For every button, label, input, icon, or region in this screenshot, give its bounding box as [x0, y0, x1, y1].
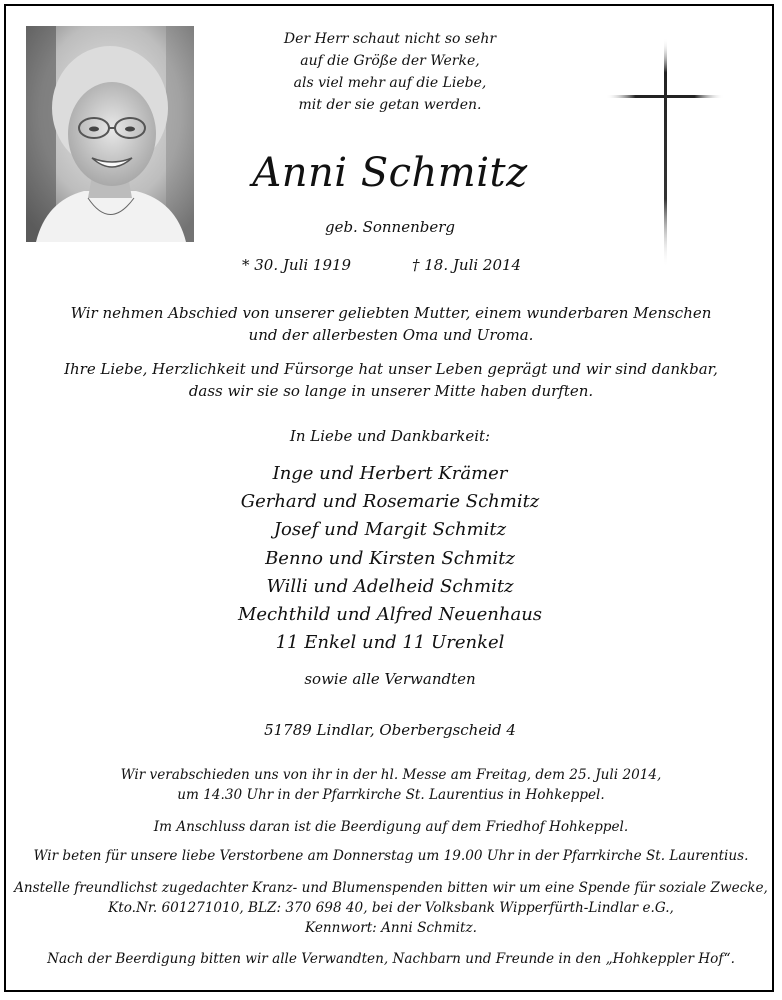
verse-line: mit der sie getan werden. [298, 97, 482, 113]
verse-line: auf die Größe der Werke, [300, 53, 480, 69]
text-line: dass wir sie so lange in unserer Mitte haben durften. [188, 382, 594, 400]
text-line: Kto.Nr. 601271010, BLZ: 370 698 40, bei der Volksbank Wipperfürth-Lindlar e.G., [108, 900, 674, 916]
family-member: Mechthild und Alfred Neuenhaus [237, 604, 543, 626]
family-list [190, 460, 590, 657]
family-member: Willi und Adelheid Schmitz [266, 575, 514, 597]
verse-line: als viel mehr auf die Liebe, [293, 75, 487, 91]
portrait-photo [26, 26, 194, 242]
text-line: Anstelle freundlichst zugedachter Kranz- und Blumenspenden bitten wir um eine Spende für soziale Zwecke, [14, 880, 768, 896]
text-line: um 14.30 Uhr in der Pfarrkirche St. Laurentius in Hohkeppel. [177, 787, 605, 803]
birth-date: * 30. Juli 1919 [242, 256, 352, 274]
text-line: Wir nehmen Abschied von unserer geliebten Mutter, einem wunderbaren Menschen [70, 304, 712, 322]
gratitude-paragraph [40, 358, 742, 402]
address: 51789 Lindlar, Oberbergscheid 4 [264, 721, 516, 739]
text-line: Ihre Liebe, Herzlichkeit und Fürsorge hat unser Leben geprägt und wir sind dankbar, [64, 360, 718, 378]
verse [240, 28, 540, 116]
donation-info [12, 878, 770, 938]
deceased-name: Anni Schmitz [252, 150, 528, 196]
family-member: Inge und Herbert Krämer [272, 463, 508, 484]
family-member: Gerhard und Rosemarie Schmitz [240, 491, 540, 513]
death-date: † 18. Juli 2014 [412, 256, 522, 274]
cross-icon [606, 38, 724, 268]
text-line: Wir verabschieden uns von ihr in der hl. Messe am Freitag, dem 25. Juli 2014, [120, 767, 662, 783]
family-member: Josef und Margit Schmitz [273, 519, 507, 541]
prayer-info: Wir beten für unsere liebe Verstorbene am Donnerstag um 19.00 Uhr in der Pfarrkirche St. Laurentius. [33, 848, 749, 864]
family-member: 11 Enkel und 11 Urenkel [275, 632, 505, 654]
text-line: Kennwort: Anni Schmitz. [305, 920, 477, 936]
love-heading: In Liebe und Dankbarkeit: [289, 427, 491, 445]
relatives-line: sowie alle Verwandten [304, 670, 476, 688]
reception-info: Nach der Beerdigung bitten wir alle Verwandten, Nachbarn und Freunde in den „Hohkeppler Hof“. [47, 951, 735, 967]
text-line: und der allerbesten Oma und Uroma. [248, 326, 534, 344]
service-info [12, 765, 770, 805]
burial-info: Im Anschluss daran ist die Beerdigung auf dem Friedhof Hohkeppel. [153, 819, 629, 835]
family-member: Benno und Kirsten Schmitz [265, 547, 515, 569]
farewell-paragraph [40, 302, 742, 346]
verse-line: Der Herr schaut nicht so sehr [283, 31, 497, 47]
maiden-name: geb. Sonnenberg [324, 218, 456, 236]
